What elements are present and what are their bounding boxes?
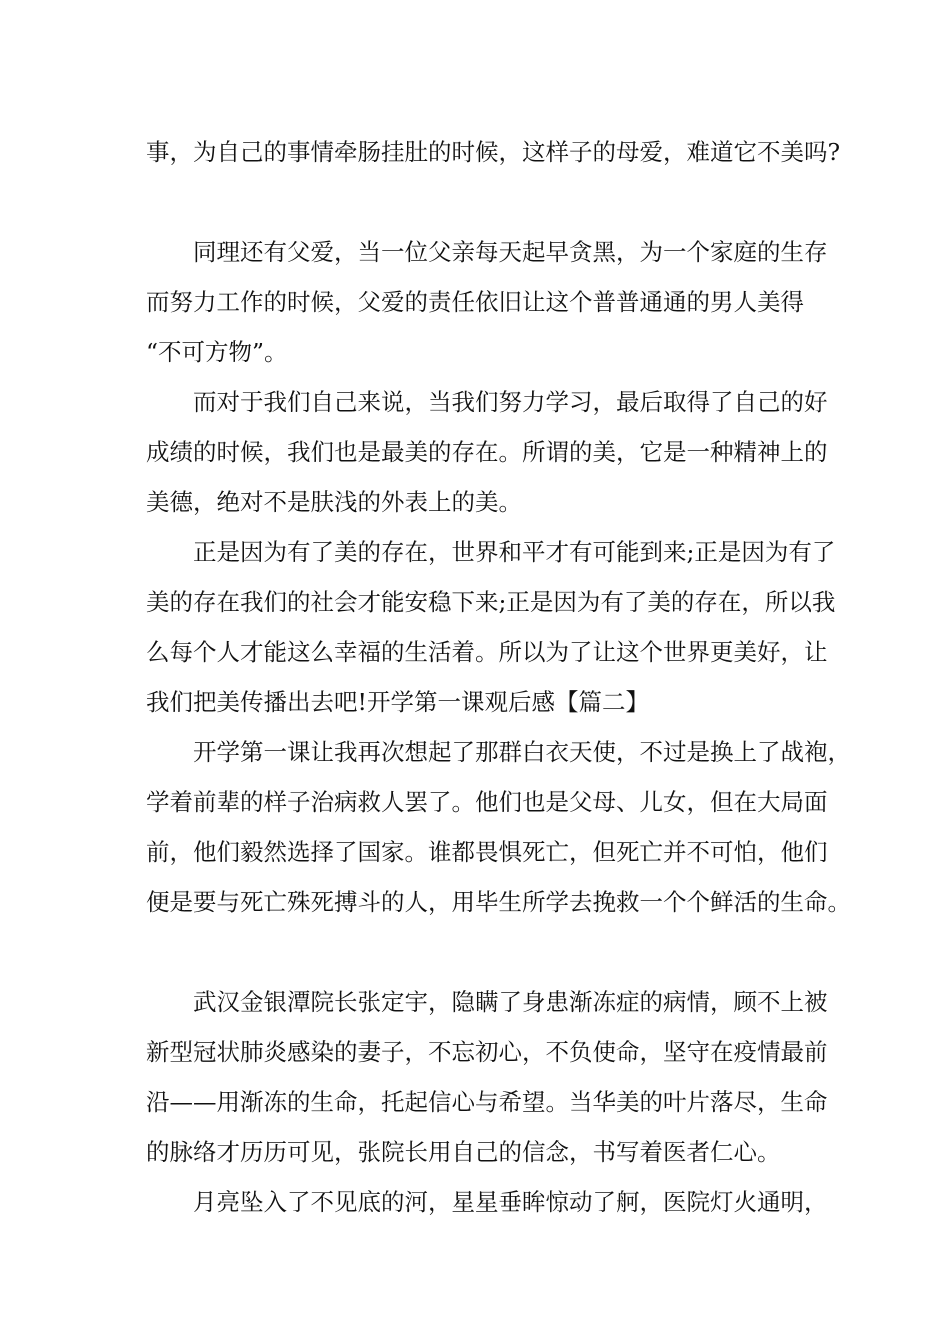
text-line: 正是因为有了美的存在，世界和平才有可能到来;正是因为有了 <box>146 538 836 566</box>
text-line: 而努力工作的时候，父爱的责任依旧让这个普普通通的男人美得 <box>146 288 804 316</box>
text-line: 美德，绝对不是肤浅的外表上的美。 <box>146 488 522 516</box>
text-line: 前，他们毅然选择了国家。谁都畏惧死亡，但死亡并不可怕，他们 <box>146 838 828 866</box>
text-line: 新型冠状肺炎感染的妻子，不忘初心，不负使命，坚守在疫情最前 <box>146 1038 828 1066</box>
text-line: 开学第一课让我再次想起了那群白衣天使，不过是换上了战袍， <box>146 738 851 766</box>
text-line: 便是要与死亡殊死搏斗的人，用毕生所学去挽救一个个鲜活的生命。 <box>146 888 851 916</box>
text-line: 沿——用渐冻的生命，托起信心与希望。当华美的叶片落尽，生命 <box>146 1088 828 1116</box>
text-line: 月亮坠入了不见底的河，星星垂眸惊动了舸，医院灯火通明， <box>146 1188 828 1216</box>
section-heading-line: 我们把美传播出去吧!开学第一课观后感【篇二】 <box>146 688 649 716</box>
text-line: 而对于我们自己来说，当我们努力学习，最后取得了自己的好 <box>146 388 828 416</box>
text-line: 武汉金银潭院长张定宇，隐瞒了身患渐冻症的病情，顾不上被 <box>146 988 828 1016</box>
text-line: 美的存在我们的社会才能安稳下来;正是因为有了美的存在，所以我 <box>146 588 836 616</box>
text-line: 事，为自己的事情牵肠挂肚的时候，这样子的母爱，难道它不美吗? <box>146 138 841 166</box>
text-line: 么每个人才能这么幸福的生活着。所以为了让这个世界更美好，让 <box>146 638 828 666</box>
text-line: 同理还有父爱，当一位父亲每天起早贪黑，为一个家庭的生存 <box>146 238 828 266</box>
text-line: “不可方物”。 <box>146 338 288 366</box>
text-line: 成绩的时候，我们也是最美的存在。所谓的美，它是一种精神上的 <box>146 438 828 466</box>
text-line: 的脉络才历历可见，张院长用自己的信念，书写着医者仁心。 <box>146 1138 781 1166</box>
text-line: 学着前辈的样子治病救人罢了。他们也是父母、儿女，但在大局面 <box>146 788 828 816</box>
